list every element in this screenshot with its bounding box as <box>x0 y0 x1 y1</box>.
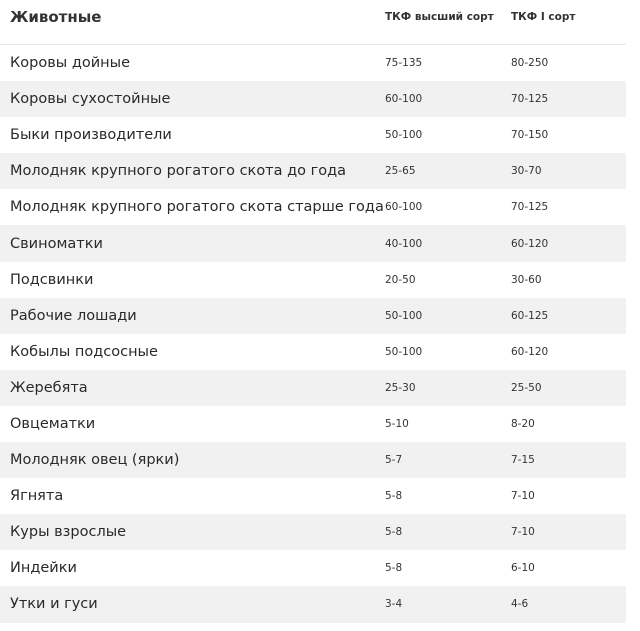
tkf-first-grade-cell: 7-15 <box>511 454 535 467</box>
tkf-first-grade-cell: 8-20 <box>511 417 535 430</box>
tkf-first-grade-cell: 30-70 <box>511 165 542 178</box>
tkf-high-grade-cell: 5-8 <box>385 490 403 503</box>
animal-cell: Быки производители <box>10 127 172 144</box>
table-row <box>0 153 626 189</box>
animal-cell: Жеребята <box>10 379 88 396</box>
table-header <box>0 0 626 45</box>
tkf-high-grade-cell: 50-100 <box>385 345 423 358</box>
table-row <box>0 81 626 117</box>
tkf-high-grade-cell: 5-10 <box>385 417 409 430</box>
tkf-first-grade-cell: 6-10 <box>511 562 535 575</box>
tkf-high-grade-cell: 60-100 <box>385 93 423 106</box>
animal-cell: Ягнята <box>10 488 64 505</box>
animal-cell: Кобылы подсосные <box>10 343 158 360</box>
tkf-first-grade-cell: 30-60 <box>511 273 542 286</box>
tkf-high-grade-cell: 60-100 <box>385 201 423 214</box>
table-row <box>0 45 626 81</box>
tkf-high-grade-cell: 3-4 <box>385 598 403 611</box>
animal-cell: Коровы дойные <box>10 55 131 72</box>
table-row <box>0 262 626 298</box>
tkf-first-grade-cell: 70-125 <box>511 93 549 106</box>
table-row <box>0 478 626 514</box>
tkf-first-grade-cell: 70-150 <box>511 129 549 142</box>
animal-cell: Индейки <box>10 560 77 577</box>
tkf-first-grade-cell: 80-250 <box>511 57 549 70</box>
tkf-high-grade-cell: 50-100 <box>385 309 423 322</box>
tkf-high-grade-cell: 5-7 <box>385 454 403 467</box>
tkf-high-grade-cell: 20-50 <box>385 273 416 286</box>
table-row <box>0 514 626 550</box>
tkf-high-grade-cell: 25-65 <box>385 165 416 178</box>
tkf-high-grade-cell: 75-135 <box>385 57 423 70</box>
header-tkf-high-grade: ТКФ высший сорт <box>385 11 494 23</box>
animal-cell: Утки и гуси <box>10 596 98 613</box>
tkf-first-grade-cell: 25-50 <box>511 381 542 394</box>
table-row <box>0 586 626 622</box>
animal-cell: Куры взрослые <box>10 524 127 541</box>
tkf-high-grade-cell: 50-100 <box>385 129 423 142</box>
tkf-first-grade-cell: 7-10 <box>511 490 535 503</box>
table-row <box>0 406 626 442</box>
table-row <box>0 370 626 406</box>
table-row <box>0 117 626 153</box>
tkf-first-grade-cell: 60-125 <box>511 309 549 322</box>
animal-cell: Коровы сухостойные <box>10 91 171 108</box>
table-row <box>0 189 626 225</box>
table-body <box>0 45 626 623</box>
tkf-high-grade-cell: 40-100 <box>385 237 423 250</box>
tkf-high-grade-cell: 25-30 <box>385 381 416 394</box>
tkf-first-grade-cell: 70-125 <box>511 201 549 214</box>
animal-cell: Свиноматки <box>10 235 103 252</box>
animal-cell: Молодняк крупного рогатого скота старше года <box>10 199 384 216</box>
tkf-first-grade-cell: 4-6 <box>511 598 529 611</box>
table-row <box>0 298 626 334</box>
table-row <box>0 225 626 261</box>
animal-cell: Молодняк крупного рогатого скота до года <box>10 163 347 180</box>
animal-cell: Подсвинки <box>10 271 94 288</box>
tkf-high-grade-cell: 5-8 <box>385 562 403 575</box>
animal-cell: Овцематки <box>10 415 96 432</box>
tkf-first-grade-cell: 60-120 <box>511 237 549 250</box>
tkf-high-grade-cell: 5-8 <box>385 526 403 539</box>
header-animals: Животные <box>10 8 102 26</box>
tkf-first-grade-cell: 60-120 <box>511 345 549 358</box>
animal-cell: Молодняк овец (ярки) <box>10 452 180 469</box>
table-row <box>0 334 626 370</box>
tkf-first-grade-cell: 7-10 <box>511 526 535 539</box>
table-row <box>0 442 626 478</box>
table-row <box>0 550 626 586</box>
header-tkf-first-grade: ТКФ I сорт <box>511 11 576 23</box>
animal-cell: Рабочие лошади <box>10 307 137 324</box>
